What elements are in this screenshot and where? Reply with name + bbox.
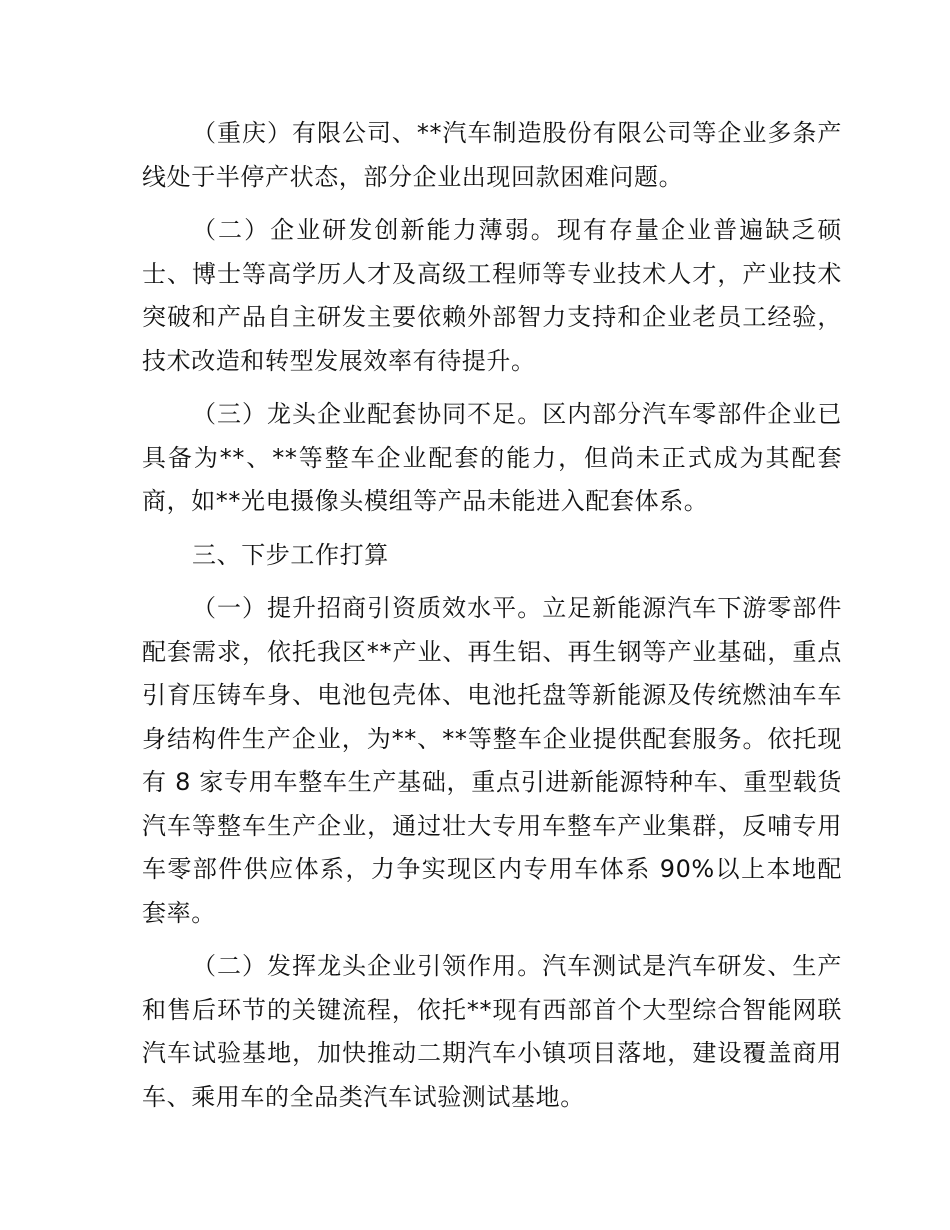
paragraph-5: （二）发挥龙头企业引领作用。汽车测试是汽车研发、生产和售后环节的关键流程，依托**现有西部首个大型综合智能网联汽车试验基地，加快推动二期汽车小镇项目落地，建设覆盖商用车、乘用车的全品类汽车试验测试基地。 <box>142 952 842 1111</box>
paragraph-2: （二）企业研发创新能力薄弱。现有存量企业普遍缺乏硕士、博士等高学历人才及高级工程师等专业技术人才，产业技术突破和产品自主研发主要依赖外部智力支持和企业老员工经验，技术改造和转型发展效率有待提升。 <box>142 216 842 375</box>
section-heading: 三、下步工作打算 <box>192 540 389 569</box>
paragraph-3: （三）龙头企业配套协同不足。区内部分汽车零部件企业已具备为**、**等整车企业配套的能力，但尚未正式成为其配套商，如**光电摄像头模组等产品未能进入配套体系。 <box>142 400 842 515</box>
paragraph-4: （一）提升招商引资质效水平。立足新能源汽车下游零部件配套需求，依托我区**产业、再生铝、再生钢等产业基础，重点引育压铸车身、电池包壳体、电池托盘等新能源及传统燃油车车身结构件生产企业，为**、**等整车企业提供配套服务。依托现有 8 家专用车整车生产基础，重点引进新能源特种车、重型载货汽车等整车生产企业，通过壮大专用车整车产业集群，反哺专用车零部件供应体系，力争实现区内专用车体系 90%以上本地配套率。 <box>142 594 842 927</box>
document-body <box>142 112 842 1129</box>
paragraph-1: （重庆）有限公司、**汽车制造股份有限公司等企业多条产线处于半停产状态，部分企业出现回款困难问题。 <box>142 119 842 191</box>
